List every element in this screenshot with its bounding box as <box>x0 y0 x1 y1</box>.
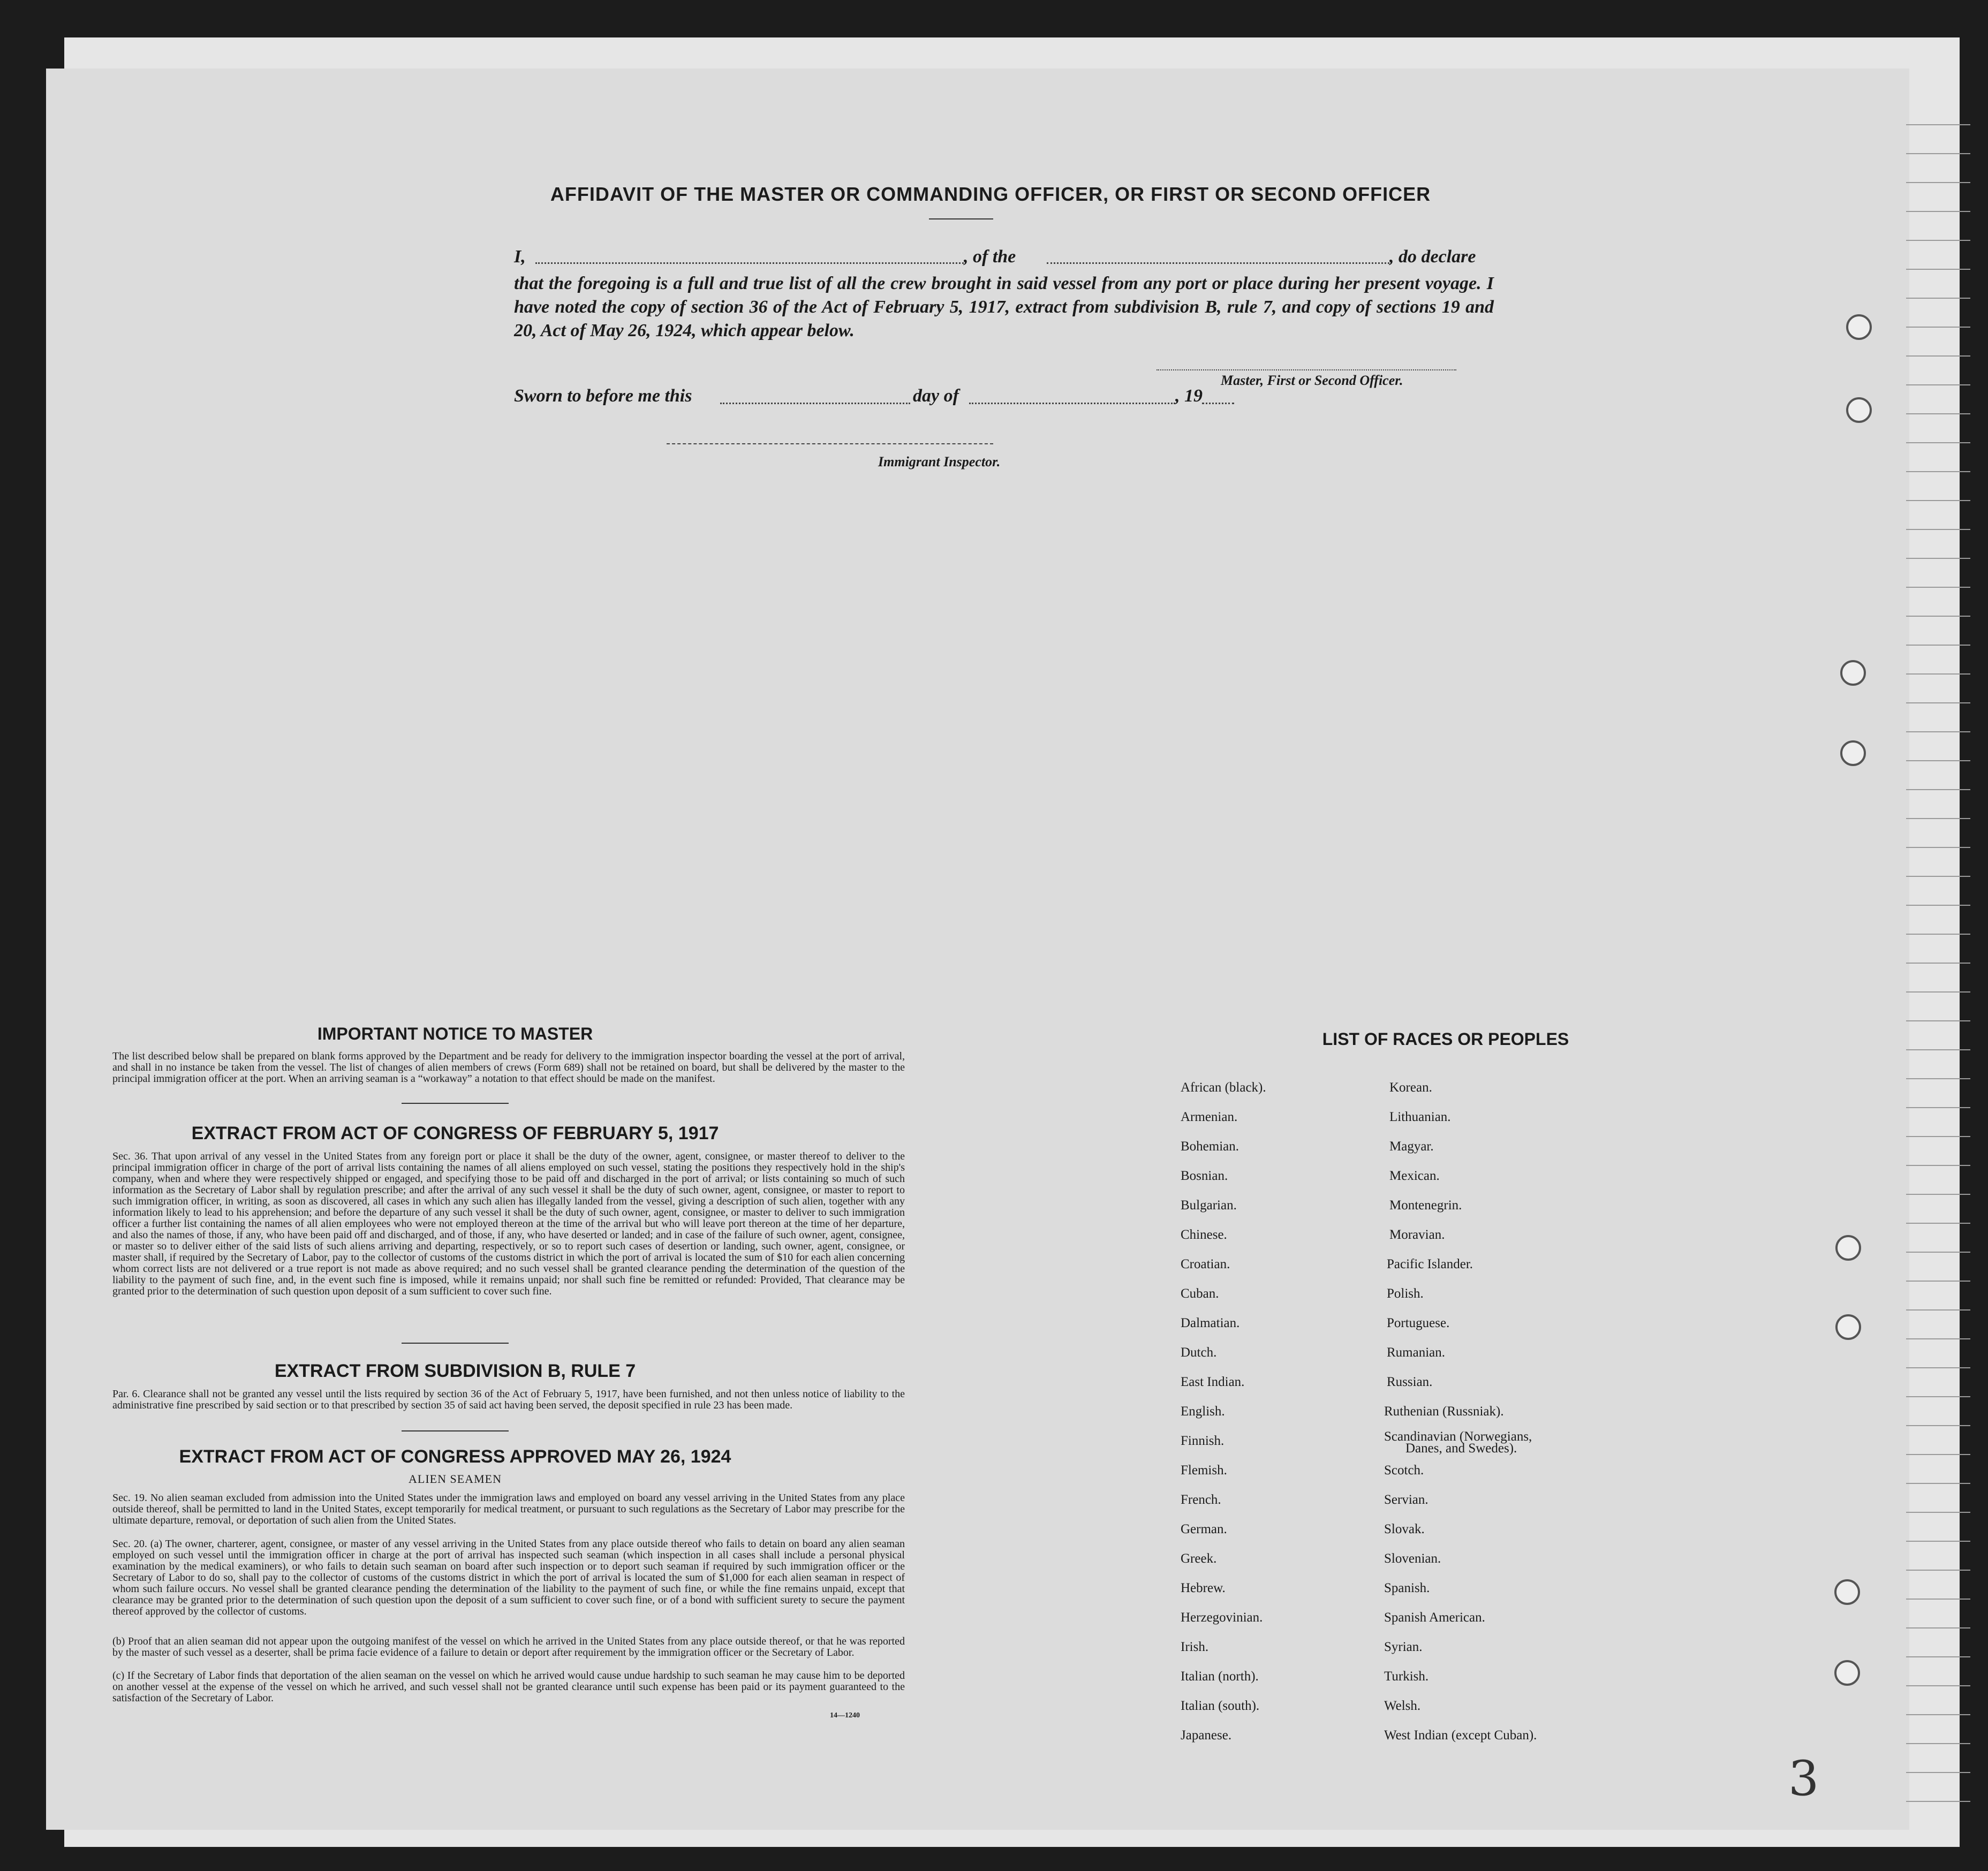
race-item: Flemish. <box>1181 1463 1227 1478</box>
day-of-text: day of <box>913 386 959 406</box>
race-item: Moravian. <box>1389 1228 1445 1242</box>
extract-rule7-body: Par. 6. Clearance shall not be granted any vessel until the lists required by section 36 of the Act of February 5, 1917, have been furnished, and not then unless notice of liability to the administrative fine prescribed by said section or to that prescribed by section 35 of said act having been served, the deposit specified in rule 23 has been made. <box>112 1388 905 1411</box>
race-item: African (black). <box>1181 1080 1266 1095</box>
race-item: Herzegovinian. <box>1181 1610 1263 1625</box>
race-item: Croatian. <box>1181 1257 1230 1271</box>
race-item: Lithuanian. <box>1389 1110 1451 1124</box>
punch-hole <box>1835 1235 1861 1261</box>
year-blank[interactable] <box>1202 403 1234 404</box>
race-item: Italian (north). <box>1181 1669 1259 1684</box>
vessel-blank[interactable] <box>1047 262 1389 264</box>
race-item: Spanish. <box>1384 1581 1430 1595</box>
race-item: Pacific Islander. <box>1387 1257 1473 1271</box>
race-item: Magyar. <box>1389 1139 1434 1154</box>
race-item: Mexican. <box>1389 1169 1440 1183</box>
race-item: Rumanian. <box>1387 1345 1446 1360</box>
punch-hole <box>1840 660 1866 686</box>
race-item: Portuguese. <box>1387 1316 1450 1330</box>
race-item: Slovak. <box>1384 1522 1425 1536</box>
punch-hole <box>1846 397 1872 423</box>
race-item: Bulgarian. <box>1181 1198 1237 1213</box>
race-item: Armenian. <box>1181 1110 1238 1124</box>
race-item: French. <box>1181 1493 1221 1507</box>
title-rule <box>929 218 993 219</box>
sec-20a-text: Sec. 20. (a) The owner, charterer, agent, consignee, or master of any vessel arriving in the United States from any place outside thereof who fails to detain on board any alien seaman employed on such vessel until the immigration officer in charge at the port of arrival has inspected such seaman (which inspection in all cases shall include a personal physical examination by the medical examiners), or who fails to detain such seaman on board after such inspection or to deport such seaman if required by such immigration officer or the Secretary of Labor to do so, shall pay to the collector of customs of the customs district in which the port of arrival is located the sum of $1,000 for each alien seaman in respect of whom such failure occurs. No vessel shall be granted clearance pending the determination of the liability to the payment of such fine, or while the fine remains unpaid, except that clearance may be granted prior to the determination of such question upon the deposit of a sum sufficient to cover such fine, or of a bond with sufficient surety to secure the payment thereof approved by the collector of customs. <box>112 1538 905 1617</box>
bleed-through-text <box>150 155 1810 177</box>
section-rule <box>402 1430 509 1431</box>
month-blank[interactable] <box>969 403 1175 404</box>
race-item: West Indian (except Cuban). <box>1384 1728 1537 1743</box>
race-item: Turkish. <box>1384 1669 1429 1684</box>
sec-20c-text: (c) If the Secretary of Labor finds that deportation of the alien seaman on the vessel on which he arrived would cause undue hardship to such seaman he may cause him to be deported on another vessel at the expense of the vessel on which he arrived, and such vessel shall not be granted clearance until such expense has been paid or its payment guaranteed to the satisfaction of the Secretary of Labor. <box>112 1670 905 1704</box>
race-item: Greek. <box>1181 1551 1217 1566</box>
race-item: Italian (south). <box>1181 1699 1260 1713</box>
race-item: Dutch. <box>1181 1345 1217 1360</box>
underlying-ledger-edge <box>1906 96 1970 1809</box>
affidavit-declare: , do declare <box>1389 247 1476 267</box>
race-item: Cuban. <box>1181 1286 1219 1301</box>
form-number: 14—1240 <box>830 1711 860 1719</box>
affidavit-body: that the foregoing is a full and true list of all the crew brought in said vessel from any port or place during her present voyage. I have noted the copy of section 36 of the Act of February 5, 1917, extract from subdivision B, rule 7, and copy of sections 19 and 20, Act of May 26, 1924, which appear below. <box>514 274 1494 340</box>
punch-hole <box>1846 314 1872 340</box>
race-item: Irish. <box>1181 1640 1209 1654</box>
sec-19-text: Sec. 19. No alien seaman excluded from admission into the United States under the immigration laws and employed on board any vessel arriving in the United States from any place outside thereof, shall be permitted to land in the United States, except temporarily for medical treatment, or pursuant to such regulations as the Secretary of Labor may prescribe for the ultimate departure, removal, or deportation of such alien from the United States. <box>112 1492 905 1526</box>
notice-title: IMPORTANT NOTICE TO MASTER <box>317 1024 593 1043</box>
race-item: Bohemian. <box>1181 1139 1239 1154</box>
affidavit-title: AFFIDAVIT OF THE MASTER OR COMMANDING OFFICER, OR FIRST OR SECOND OFFICER <box>550 183 1431 205</box>
race-item: Dalmatian. <box>1181 1316 1240 1330</box>
extract-1917-title: EXTRACT FROM ACT OF CONGRESS OF FEBRUARY 5, 1917 <box>191 1123 719 1143</box>
inspector-label: Immigrant Inspector. <box>878 454 1001 469</box>
extract-1917-body: Sec. 36. That upon arrival of any vessel in the United States from any foreign port or place it shall be the duty of the owner, agent, consignee, or master thereof to deliver to the principal immigration officer in charge of the port of arrival lists containing the names of all aliens employed on such vessel, stating the positions they respectively hold in the ship's company, when and where they were respectively shipped or engaged, and specifying those to be paid off and discharged in the port of arrival; or lists containing so much of such information as the Secretary of Labor shall by regulation prescribe; and after the arrival of any such vessel it shall be the duty of such owner, agent, consignee, or master to report to such immigration officer, in writing, as soon as discovered, all cases in which any such alien has illegally landed from the vessel, giving a description of such alien, together with any information likely to lead to his apprehension; and before the departure of any such vessel it shall be the duty of such owner, agent, consignee, or master to deliver to such immigration officer a further list containing the names of all alien employees who were not employed thereon at the time of the arrival but who will leave port thereon at the time of her departure, and also the names of those, if any, who have been paid off and discharged, and of those, if any, who have deserted or landed; and in case of the failure of such owner, agent, consignee, or master so to deliver either of the said lists of such aliens arriving and departing, respectively, or so to report such cases of desertion or landing, such owner, agent, consignee, or master shall, if required by the Secretary of Labor, pay to the collector of customs of the customs district in which the port of arrival is located the sum of $10 for each alien concerning whom correct lists are not delivered or a true report is not made as above required; and no such vessel shall be granted clearance pending the determination of the question of the liability to the payment of such fine, and, in the event such fine is imposed, while it remains unpaid; nor shall such fine be remitted or refunded: Provided, That clearance may be granted prior to the determination of such question upon deposit of a sum sufficient to cover such fine. <box>112 1150 905 1297</box>
race-item: Slovenian. <box>1384 1551 1441 1566</box>
affidavit-i: I, <box>514 247 526 267</box>
section-rule <box>402 1343 509 1344</box>
extract-1924-title: EXTRACT FROM ACT OF CONGRESS APPROVED MAY 26, 1924 <box>179 1446 731 1467</box>
punch-hole <box>1834 1579 1860 1605</box>
alien-seamen-subtitle: ALIEN SEAMEN <box>409 1472 502 1486</box>
handwritten-page-mark: 3 <box>1788 1751 1819 1807</box>
race-item: Syrian. <box>1384 1640 1423 1654</box>
race-item: Montenegrin. <box>1389 1198 1462 1213</box>
day-blank[interactable] <box>720 403 910 404</box>
punch-hole <box>1840 740 1866 766</box>
section-rule <box>402 1103 509 1104</box>
race-item: Spanish American. <box>1384 1610 1485 1625</box>
race-item: English. <box>1181 1404 1225 1419</box>
race-item: Polish. <box>1387 1286 1424 1301</box>
master-label: Master, First or Second Officer. <box>1221 373 1403 388</box>
sworn-text: Sworn to before me this <box>514 386 692 406</box>
punch-hole <box>1834 1660 1860 1686</box>
sec-20b-text: (b) Proof that an alien seaman did not appear upon the outgoing manifest of the vessel on which he arrived in the United States from any place outside thereof, or that he was reported by the master of such vessel as a deserter, shall be prima facie evidence of a failure to detain or deport after requirement by the immigration officer or the Secretary of Labor. <box>112 1635 905 1658</box>
race-item: Servian. <box>1384 1493 1428 1507</box>
race-item: Danes, and Swedes). <box>1405 1441 1517 1456</box>
race-item: Scotch. <box>1384 1463 1424 1478</box>
race-item: Russian. <box>1387 1375 1433 1389</box>
race-item: Korean. <box>1389 1080 1432 1095</box>
punch-hole <box>1835 1314 1861 1340</box>
race-item: Scandinavian (Norwegians, <box>1384 1429 1532 1444</box>
race-item: Finnish. <box>1181 1434 1224 1448</box>
race-item: Welsh. <box>1384 1699 1421 1713</box>
races-title: LIST OF RACES OR PEOPLES <box>1322 1029 1569 1049</box>
race-item: Hebrew. <box>1181 1581 1226 1595</box>
race-item: Bosnian. <box>1181 1169 1228 1183</box>
notice-body: The list described below shall be prepared on blank forms approved by the Department and be ready for delivery to the immigration inspector boarding the vessel at the port of arrival, and shall in no instance be taken from the vessel. The list of changes of alien members of crews (Form 689) shall not be retained on board, but shall be delivered by the master to the principal immigration officer at the port. When an arriving seaman is a “workaway” a notation to that effect should be made on the manifest. <box>112 1050 905 1085</box>
master-signature-line[interactable] <box>1156 369 1456 370</box>
race-item: Ruthenian (Russniak). <box>1384 1404 1504 1419</box>
race-item: Japanese. <box>1181 1728 1232 1743</box>
race-item: Chinese. <box>1181 1228 1227 1242</box>
inspector-signature-line[interactable] <box>667 443 993 444</box>
year-text: , 19 <box>1175 386 1203 406</box>
extract-rule7-title: EXTRACT FROM SUBDIVISION B, RULE 7 <box>274 1361 636 1381</box>
name-blank[interactable] <box>535 262 964 264</box>
race-item: East Indian. <box>1181 1375 1245 1389</box>
affidavit-of-the: , of the <box>964 247 1016 267</box>
race-item: German. <box>1181 1522 1227 1536</box>
